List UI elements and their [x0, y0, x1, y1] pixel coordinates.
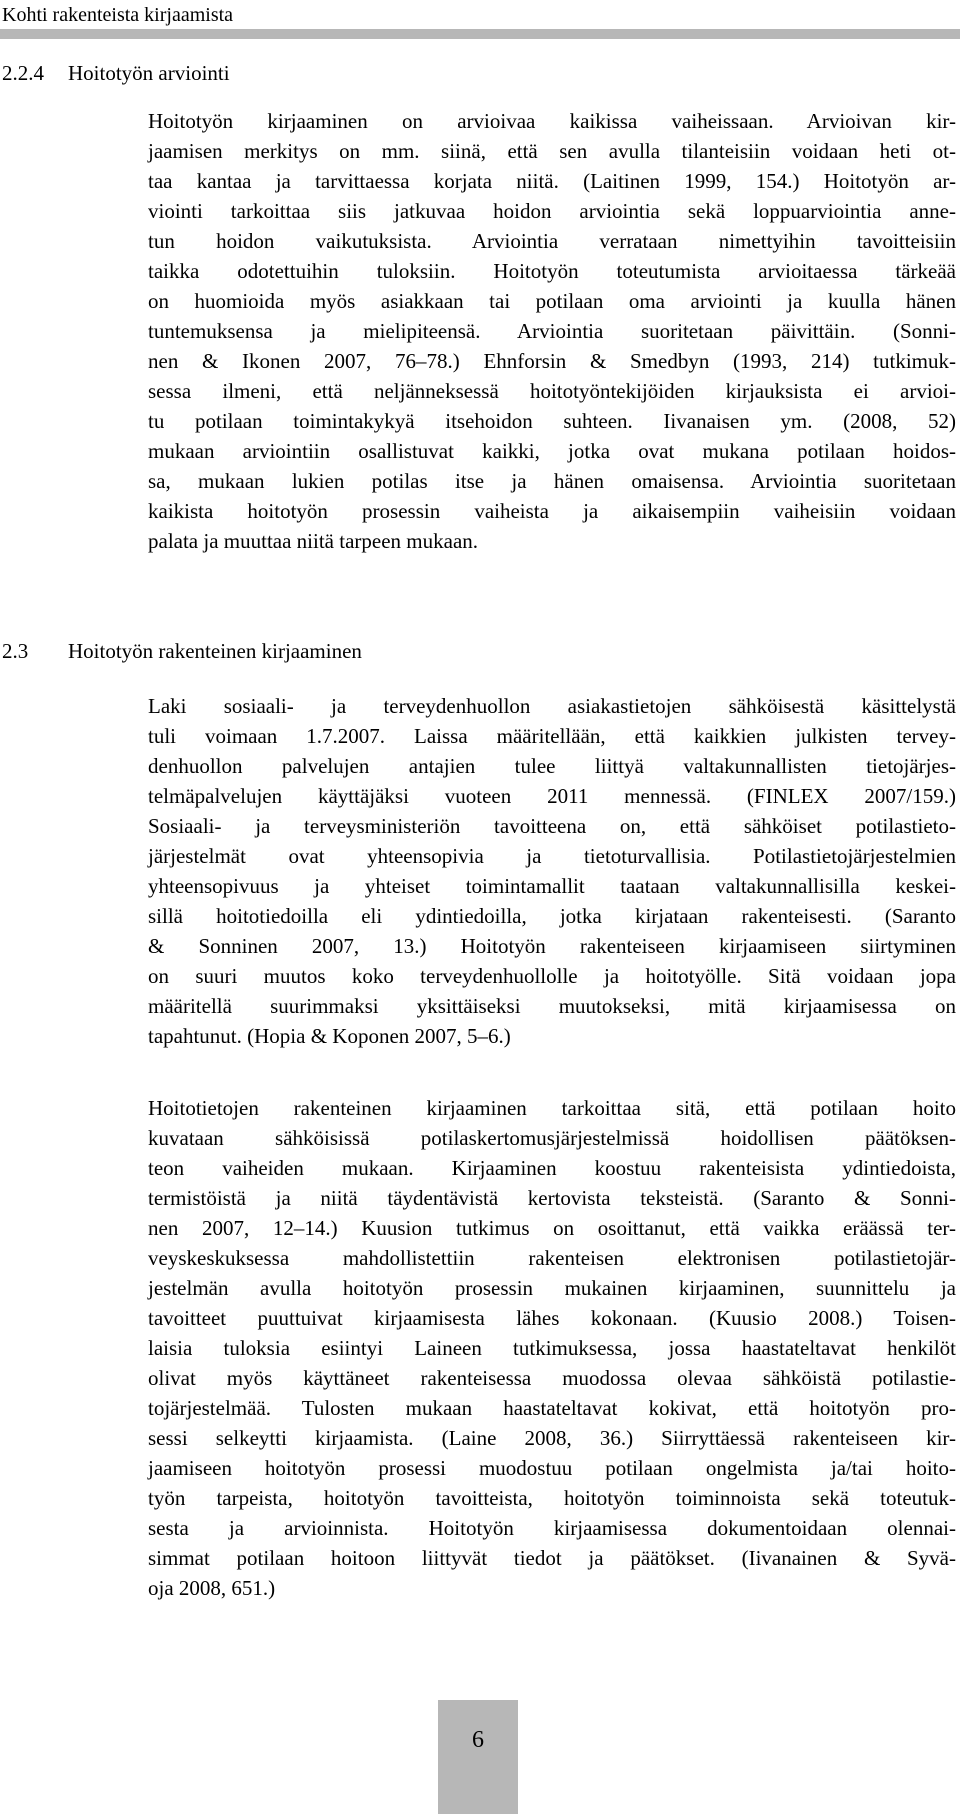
text-line: sesta ja arvioinnista. Hoitotyön kirjaamisessa dokumentoidaan olennai-	[148, 1516, 956, 1540]
text-line: nen & Ikonen 2007, 76–78.) Ehnforsin & Smedbyn (1993, 214) tutkimuk-	[148, 349, 956, 373]
text-line: Laki sosiaali- ja terveydenhuollon asiakastietojen sähköisestä käsittelystä	[148, 694, 956, 718]
page-number-box	[438, 1700, 518, 1814]
text-line: nen 2007, 12–14.) Kuusion tutkimus on osoittanut, että vaikka eräässä ter-	[148, 1216, 956, 1240]
text-line: sessi selkeytti kirjaamista. (Laine 2008, 36.) Siirryttäessä rakenteiseen kir-	[148, 1426, 956, 1450]
text-line: tavoitteet puuttuivat kirjaamisesta lähes kokonaan. (Kuusio 2008.) Toisen-	[148, 1306, 956, 1330]
section-title: Hoitotyön rakenteinen kirjaaminen	[68, 639, 362, 663]
text-line: on huomioida myös asiakkaan tai potilaan oma arviointi ja kuulla hänen	[148, 289, 956, 313]
section-heading-2-2-4	[2, 60, 230, 86]
section-number: 2.3	[2, 639, 29, 663]
text-line: jaamisen merkitys on mm. siinä, että sen avulla tilanteisiin voidaan heti ot-	[148, 139, 956, 163]
text-line: tun hoidon vaikutuksista. Arviointia verrataan nimettyihin tavoitteisiin	[148, 229, 956, 253]
text-line: työn tarpeista, hoitotyön tavoitteista, hoitotyön toiminnoista sekä toteutuk-	[148, 1486, 956, 1510]
text-line: tojärjestelmää. Tulosten mukaan haastateltavat kokivat, että hoitotyön pro-	[148, 1396, 956, 1420]
text-line: yhteensopivuus ja yhteiset toimintamallit taataan valtakunnallisilla keskei-	[148, 874, 956, 898]
text-line: tuntemuksensa ja mielipiteensä. Arviointia suoritetaan päivittäin. (Sonni-	[148, 319, 956, 343]
text-line: oja 2008, 651.)	[148, 1576, 276, 1600]
text-line: sa, mukaan lukien potilas itse ja hänen omaisensa. Arviointia suoritetaan	[148, 469, 956, 493]
text-line: Hoitotyön kirjaaminen on arvioivaa kaikissa vaiheissaan. Arvioivan kir-	[148, 109, 956, 133]
text-line: sessa ilmeni, että neljänneksessä hoitotyöntekijöiden kirjauksista ei arvioi-	[148, 379, 956, 403]
text-line: kuvataan sähköisissä potilaskertomusjärjestelmissä hoidollisen päätöksen-	[148, 1126, 956, 1150]
text-line: termistöistä ja niitä täydentävistä kertovista teksteistä. (Saranto & Sonni-	[148, 1186, 956, 1210]
text-line: kaikista hoitotyön prosessin vaiheista ja aikaisempiin vaiheisiin voidaan	[148, 499, 956, 523]
paragraph	[148, 691, 956, 1051]
text-line: mukaan arviointiin osallistuvat kaikki, jotka ovat mukana potilaan hoidos-	[148, 439, 956, 463]
paragraph	[148, 1093, 956, 1603]
text-line: veyskeskuksessa mahdollistettiin rakenteisen elektronisen potilastietojär-	[148, 1246, 956, 1270]
text-line: sillä hoitotiedoilla eli ydintiedoilla, jotka kirjataan rakenteisesti. (Saranto	[148, 904, 956, 928]
text-line: & Sonninen 2007, 13.) Hoitotyön rakenteiseen kirjaamiseen siirtyminen	[148, 934, 956, 958]
text-line: määritellä suurimmaksi yksittäiseksi muutokseksi, mitä kirjaamisessa on	[148, 994, 956, 1018]
section-number: 2.2.4	[2, 61, 44, 85]
text-line: tuli voimaan 1.7.2007. Laissa määritellään, että kaikkien julkisten tervey-	[148, 724, 956, 748]
text-line: palata ja muuttaa niitä tarpeen mukaan.	[148, 529, 479, 553]
text-line: Hoitotietojen rakenteinen kirjaaminen tarkoittaa sitä, että potilaan hoito	[148, 1096, 956, 1120]
text-line: viointi tarkoittaa siis jatkuvaa hoidon arviointia sekä loppuarviointia anne-	[148, 199, 956, 223]
text-line: taa kantaa ja tarvittaessa korjata niitä. (Laitinen 1999, 154.) Hoitotyön ar-	[148, 169, 956, 193]
text-line: denhuollon palvelujen antajien tulee liittyä valtakunnallisten tietojärjes-	[148, 754, 956, 778]
text-line: laisia tuloksia esiintyi Laineen tutkimuksessa, jossa haastateltavat henkilöt	[148, 1336, 956, 1360]
text-line: on suuri muutos koko terveydenhuollolle ja hoitotyölle. Sitä voidaan jopa	[148, 964, 956, 988]
text-line: jestelmän avulla hoitotyön prosessin mukainen kirjaaminen, suunnittelu ja	[148, 1276, 956, 1300]
running-header	[0, 0, 960, 40]
text-line: telmäpalvelujen käyttäjäksi vuoteen 2011 mennessä. (FINLEX 2007/159.)	[148, 784, 956, 808]
paragraph	[148, 106, 956, 556]
text-line: Sosiaali- ja terveysministeriön tavoitteena on, että sähköiset potilastieto-	[148, 814, 956, 838]
text-line: simmat potilaan hoitoon liittyvät tiedot ja päätökset. (Iivanainen & Syvä-	[148, 1546, 956, 1570]
text-line: tapahtunut. (Hopia & Koponen 2007, 5–6.)	[148, 1024, 511, 1048]
text-line: olivat myös käyttäneet rakenteisessa muodossa olevaa sähköistä potilastie-	[148, 1366, 956, 1390]
section-title: Hoitotyön arviointi	[68, 61, 230, 85]
text-line: jaamiseen hoitotyön prosessi muodostuu potilaan ongelmista ja/tai hoito-	[148, 1456, 956, 1480]
text-line: teon vaiheiden mukaan. Kirjaaminen koostuu rakenteisista ydintiedoista,	[148, 1156, 956, 1180]
section-heading-2-3	[2, 638, 362, 664]
running-header-title: Kohti rakenteista kirjaamista	[2, 4, 234, 26]
text-line: taikka odotettuihin tuloksiin. Hoitotyön toteutumista arvioitaessa tärkeää	[148, 259, 956, 283]
page-number: 6	[472, 1727, 484, 1753]
text-line: järjestelmät ovat yhteensopivia ja tietoturvallisia. Potilastietojärjestelmien	[148, 844, 956, 868]
header-rule	[0, 29, 960, 39]
text-line: tu potilaan toimintakykyä itsehoidon suhteen. Iivanaisen ym. (2008, 52)	[148, 409, 956, 433]
